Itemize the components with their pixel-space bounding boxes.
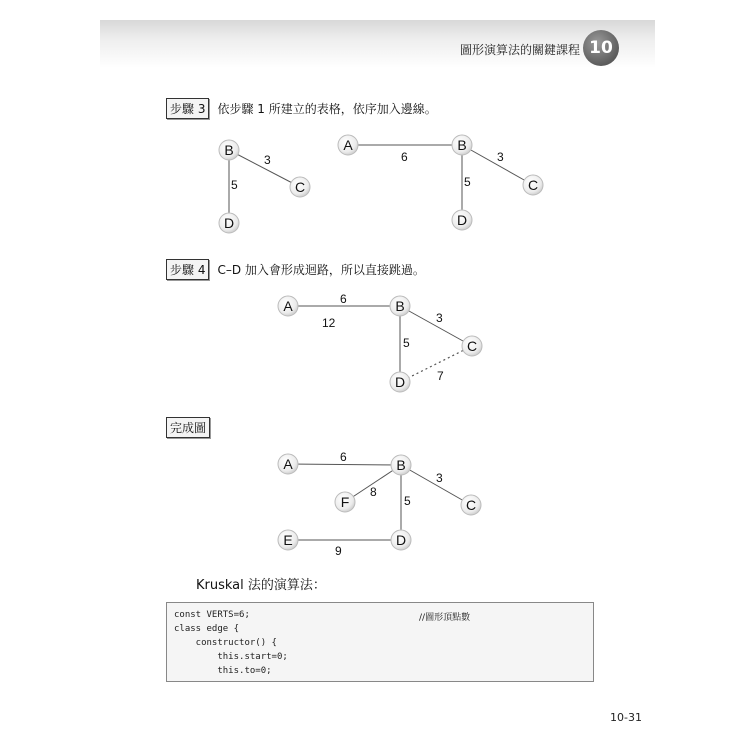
chapter-badge: 10 <box>583 30 619 66</box>
page-number: 10-31 <box>610 711 642 724</box>
weight-b-d: 5 <box>464 175 471 189</box>
node-a <box>338 135 358 155</box>
weight-b-c: 3 <box>436 471 443 485</box>
step4-text: C–D 加入會形成迴路，所以直接跳過。 <box>217 263 425 277</box>
node-b <box>452 135 472 155</box>
code-line: this.to=0; <box>174 666 272 676</box>
weight-c-d: 7 <box>437 369 444 383</box>
diagram-step3-right <box>338 135 543 230</box>
edge-a-b <box>288 464 401 465</box>
node-b <box>219 140 239 160</box>
svg-text:B: B <box>396 457 406 473</box>
weight-a-b: 6 <box>340 450 347 464</box>
node-e <box>278 530 298 550</box>
step3-text: 依步驟 1 所建立的表格，依序加入邊線。 <box>217 102 437 116</box>
svg-text:B: B <box>395 298 405 314</box>
code-line: this.start=0; <box>174 652 288 662</box>
svg-text:C: C <box>527 177 539 193</box>
weight-b-c: 3 <box>497 150 504 164</box>
svg-text:C: C <box>465 497 477 513</box>
svg-text:D: D <box>223 215 235 231</box>
code-line: class edge { <box>174 624 240 634</box>
step4-label: 步驟 4 <box>166 259 209 280</box>
weight-b-d: 5 <box>404 494 411 508</box>
node-a <box>278 296 298 316</box>
svg-text:B: B <box>224 142 234 158</box>
weight-b-f: 8 <box>370 485 377 499</box>
weight-a-b-alt: 12 <box>322 316 336 330</box>
node-c <box>290 177 310 197</box>
code-line: const VERTS=6; <box>174 610 250 620</box>
code-line: constructor() { <box>174 638 277 648</box>
node-d <box>390 372 410 392</box>
node-c <box>461 495 481 515</box>
svg-text:B: B <box>457 137 467 153</box>
svg-text:D: D <box>395 532 407 548</box>
code-block <box>166 602 594 682</box>
node-c <box>462 336 482 356</box>
node-c <box>523 175 543 195</box>
chapter-title: 圖形演算法的關鍵課程 <box>459 43 580 57</box>
weight-a-b: 6 <box>340 292 347 306</box>
weight-e-d: 9 <box>335 544 342 558</box>
node-d <box>219 213 239 233</box>
diagram-step4 <box>278 292 482 392</box>
code-comment: //圖形頂點數 <box>419 613 471 623</box>
svg-text:E: E <box>283 532 293 548</box>
weight-b-c: 3 <box>264 153 271 167</box>
weight-a-b: 6 <box>401 150 408 164</box>
edge-c-d-dashed <box>400 346 472 382</box>
svg-text:A: A <box>283 456 293 472</box>
diagram-final <box>278 450 481 558</box>
node-a <box>278 454 298 474</box>
svg-text:A: A <box>343 137 353 153</box>
node-d <box>391 530 411 550</box>
weight-b-c: 3 <box>436 311 443 325</box>
weight-b-d: 5 <box>231 178 238 192</box>
svg-text:C: C <box>294 179 306 195</box>
node-b <box>390 296 410 316</box>
weight-b-d: 5 <box>403 336 410 350</box>
svg-text:D: D <box>456 212 468 228</box>
svg-text:F: F <box>340 494 350 510</box>
node-b <box>391 455 411 475</box>
svg-text:D: D <box>394 374 406 390</box>
svg-text:C: C <box>466 338 478 354</box>
diagram-step3-left <box>219 140 310 233</box>
step3-label: 步驟 3 <box>166 98 209 119</box>
node-d <box>452 210 472 230</box>
algorithm-title: Kruskal 法的演算法： <box>196 578 326 593</box>
node-f <box>335 492 355 512</box>
final-label: 完成圖 <box>166 417 210 438</box>
svg-text:A: A <box>283 298 293 314</box>
